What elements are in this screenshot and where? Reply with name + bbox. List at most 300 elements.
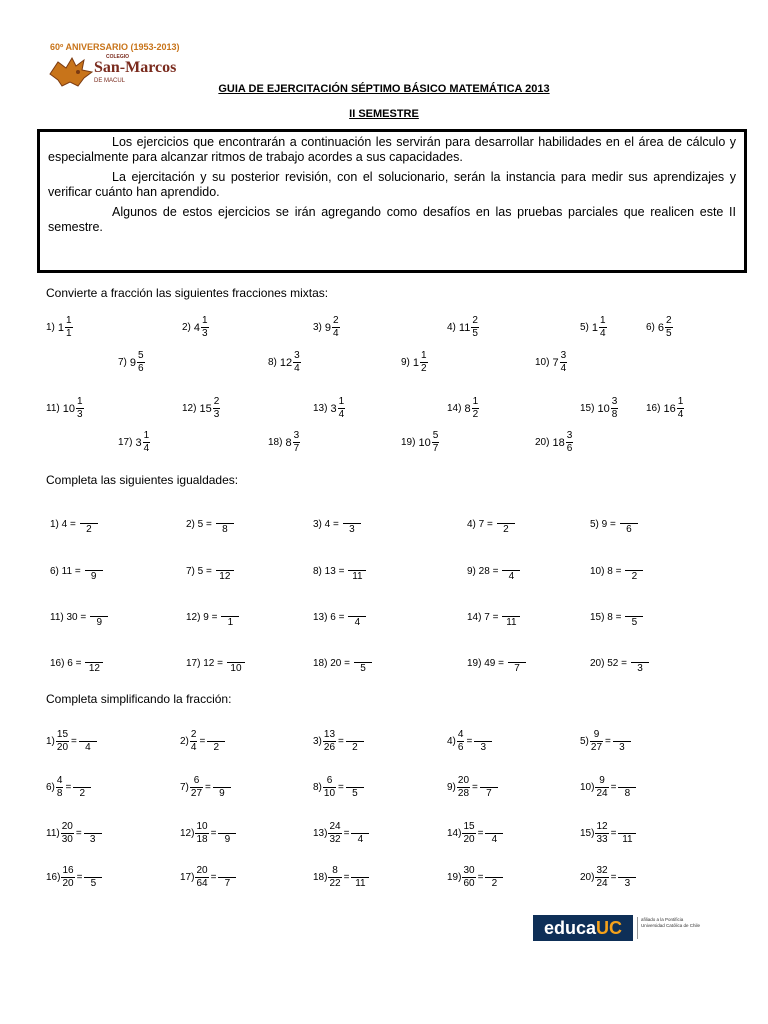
mixed-fraction-item bbox=[268, 431, 300, 454]
item-number: 14) bbox=[447, 403, 462, 414]
equals-sign: = bbox=[76, 872, 83, 883]
denominator: 26 bbox=[323, 742, 336, 753]
blank-fraction bbox=[84, 867, 102, 889]
numerator: 1 bbox=[421, 350, 427, 361]
item-number: 4) bbox=[447, 322, 456, 333]
denominator: 32 bbox=[329, 834, 341, 845]
blank-fraction bbox=[84, 823, 102, 845]
blank-fraction bbox=[613, 731, 631, 753]
numerator: 16 bbox=[62, 865, 74, 876]
blank-fraction bbox=[618, 823, 636, 845]
item-number: 7) bbox=[180, 782, 189, 793]
simplify-item bbox=[46, 866, 102, 889]
denominator: 5 bbox=[84, 877, 102, 889]
mixed-fraction-item bbox=[580, 397, 618, 420]
equality-label: 6) 11 = bbox=[50, 565, 81, 577]
item-number: 5) bbox=[580, 736, 589, 747]
blank-fraction bbox=[351, 823, 369, 845]
equality-item bbox=[590, 560, 643, 582]
denominator: 1 bbox=[221, 616, 239, 628]
blank-fraction bbox=[348, 606, 366, 628]
numerator: 9 bbox=[599, 775, 605, 786]
simplify-item bbox=[447, 866, 503, 889]
simplify-item bbox=[580, 866, 636, 889]
denominator: 5 bbox=[625, 616, 643, 628]
whole-part: 3 bbox=[330, 402, 337, 415]
fraction bbox=[213, 397, 221, 420]
simplify-item bbox=[580, 822, 636, 845]
denominator: 11 bbox=[351, 877, 369, 889]
equals-sign: = bbox=[75, 828, 82, 839]
simplify-item bbox=[46, 730, 97, 753]
denominator: 27 bbox=[590, 742, 603, 753]
denominator: 2 bbox=[421, 363, 427, 374]
numerator: 30 bbox=[463, 865, 475, 876]
equality-item bbox=[313, 560, 366, 582]
numerator: 20 bbox=[61, 821, 73, 832]
school-name: San-Marcos bbox=[94, 59, 177, 76]
equals-sign: = bbox=[610, 782, 617, 793]
simplify-item bbox=[180, 866, 236, 889]
equality-item bbox=[186, 513, 234, 535]
equals-sign: = bbox=[205, 782, 211, 793]
denominator: 9 bbox=[90, 616, 108, 628]
fraction bbox=[560, 351, 568, 374]
equality-item bbox=[50, 652, 103, 674]
equality-label: 16) 6 = bbox=[50, 657, 82, 669]
blank-fraction bbox=[480, 777, 498, 799]
numerator: 3 bbox=[294, 350, 300, 361]
denominator: 4 bbox=[294, 363, 300, 374]
item-number: 20) bbox=[535, 437, 550, 448]
school-place: DE MACUL bbox=[94, 78, 126, 84]
numerator: 2 bbox=[190, 729, 197, 740]
numerator: 24 bbox=[329, 821, 341, 832]
item-number: 18) bbox=[268, 437, 283, 448]
affiliation-text: afiliado a la Pontificia Universidad Católica de Chile bbox=[637, 917, 705, 939]
denominator: 3 bbox=[213, 409, 220, 420]
fraction bbox=[471, 316, 479, 339]
fraction bbox=[595, 822, 608, 845]
mixed-fraction-item bbox=[447, 316, 479, 339]
denominator: 3 bbox=[631, 662, 649, 674]
whole-part: 8 bbox=[464, 402, 471, 415]
fraction bbox=[323, 776, 336, 799]
numerator: 13 bbox=[323, 729, 336, 740]
denominator: 27 bbox=[190, 788, 203, 799]
equality-label: 14) 7 = bbox=[467, 611, 499, 623]
equals-sign: = bbox=[477, 872, 484, 883]
whole-part: 8 bbox=[285, 436, 292, 449]
blank-fraction bbox=[216, 560, 234, 582]
fraction bbox=[76, 397, 84, 420]
fraction bbox=[462, 822, 475, 845]
simplify-item bbox=[313, 822, 369, 845]
mixed-fraction-item bbox=[182, 397, 220, 420]
fraction bbox=[293, 431, 301, 454]
denominator: 5 bbox=[472, 328, 478, 339]
item-number: 18) bbox=[313, 872, 328, 883]
denominator: 20 bbox=[463, 834, 475, 845]
fraction bbox=[195, 866, 208, 889]
denominator: 33 bbox=[596, 834, 608, 845]
fraction bbox=[566, 431, 574, 454]
equality-label: 15) 8 = bbox=[590, 611, 622, 623]
fraction bbox=[595, 776, 608, 799]
denominator: 24 bbox=[596, 788, 608, 799]
denominator: 12 bbox=[216, 570, 234, 582]
equality-label: 13) 6 = bbox=[313, 611, 345, 623]
denominator: 28 bbox=[457, 788, 470, 799]
item-number: 2) bbox=[182, 322, 191, 333]
fraction bbox=[61, 866, 74, 889]
numerator: 5 bbox=[138, 350, 144, 361]
item-number: 6) bbox=[46, 782, 55, 793]
mixed-fraction-item bbox=[646, 316, 673, 339]
whole-part: 10 bbox=[418, 436, 431, 449]
whole-part: 18 bbox=[552, 436, 565, 449]
fraction bbox=[338, 397, 346, 420]
denominator: 3 bbox=[76, 409, 83, 420]
item-number: 4) bbox=[447, 736, 456, 747]
simplify-item bbox=[447, 776, 498, 799]
denominator: 2 bbox=[80, 523, 98, 535]
anniversary-text: 60º ANIVERSARIO (1953-2013) bbox=[50, 42, 180, 52]
blank-fraction bbox=[354, 652, 372, 674]
mixed-fraction-item bbox=[182, 316, 209, 339]
denominator: 4 bbox=[79, 741, 97, 753]
blank-fraction bbox=[502, 560, 520, 582]
mixed-fraction-item bbox=[535, 351, 567, 374]
mixed-fraction-item bbox=[46, 397, 84, 420]
simplify-item bbox=[580, 776, 636, 799]
fraction bbox=[665, 316, 673, 339]
denominator: 2 bbox=[472, 409, 479, 420]
mixed-fraction-item bbox=[447, 397, 479, 420]
mixed-fraction-item bbox=[401, 431, 439, 454]
denominator: 3 bbox=[202, 328, 208, 339]
blank-fraction bbox=[618, 777, 636, 799]
item-number: 12) bbox=[182, 403, 197, 414]
mixed-fraction-item bbox=[46, 316, 73, 339]
fraction bbox=[457, 776, 470, 799]
equality-label: 2) 5 = bbox=[186, 518, 212, 530]
equality-label: 4) 7 = bbox=[467, 518, 493, 530]
blank-fraction bbox=[485, 823, 503, 845]
item-number: 15) bbox=[580, 403, 595, 414]
document-title: GUIA DE EJERCITACIÓN SÉPTIMO BÁSICO MATEMÁTICA 2013 bbox=[218, 83, 550, 95]
blank-fraction bbox=[474, 731, 492, 753]
fraction bbox=[56, 776, 64, 799]
denominator: 60 bbox=[463, 878, 475, 889]
item-number: 17) bbox=[118, 437, 133, 448]
denominator: 3 bbox=[613, 741, 631, 753]
brand-mark bbox=[533, 915, 633, 941]
whole-part: 4 bbox=[193, 321, 201, 334]
numerator: 10 bbox=[196, 821, 208, 832]
denominator: 8 bbox=[56, 788, 63, 799]
equals-sign: = bbox=[210, 828, 217, 839]
equality-item bbox=[590, 606, 643, 628]
fraction bbox=[56, 730, 69, 753]
fraction bbox=[190, 776, 203, 799]
blank-fraction bbox=[508, 652, 526, 674]
denominator: 2 bbox=[497, 523, 515, 535]
mixed-fraction-item bbox=[580, 316, 607, 339]
blank-fraction bbox=[73, 777, 91, 799]
equals-sign: = bbox=[338, 782, 344, 793]
equality-label: 20) 52 = bbox=[590, 657, 627, 669]
whole-part: 10 bbox=[597, 402, 610, 415]
equals-sign: = bbox=[343, 828, 350, 839]
item-number: 13) bbox=[313, 828, 328, 839]
numerator: 15 bbox=[56, 729, 69, 740]
item-number: 3) bbox=[313, 736, 322, 747]
section-heading-equalities: Completa las siguientes igualdades: bbox=[46, 473, 239, 487]
denominator: 11 bbox=[502, 616, 520, 628]
fraction bbox=[432, 431, 440, 454]
denominator: 9 bbox=[218, 833, 236, 845]
denominator: 6 bbox=[138, 363, 144, 374]
blank-fraction bbox=[631, 652, 649, 674]
denominator: 4 bbox=[143, 443, 150, 454]
whole-part: 10 bbox=[62, 402, 75, 415]
denominator: 9 bbox=[85, 570, 103, 582]
mixed-fraction-item bbox=[268, 351, 301, 374]
item-number: 19) bbox=[447, 872, 462, 883]
numerator: 20 bbox=[196, 865, 208, 876]
denominator: 4 bbox=[600, 328, 606, 339]
fraction bbox=[61, 822, 74, 845]
denominator: 10 bbox=[227, 662, 245, 674]
blank-fraction bbox=[618, 867, 636, 889]
equality-item bbox=[467, 652, 526, 674]
denominator: 5 bbox=[666, 328, 672, 339]
equals-sign: = bbox=[466, 736, 473, 747]
denominator: 8 bbox=[611, 409, 618, 420]
item-number: 11) bbox=[46, 403, 60, 414]
denominator: 3 bbox=[84, 833, 102, 845]
equality-label: 9) 28 = bbox=[467, 565, 499, 577]
item-number: 2) bbox=[180, 736, 189, 747]
numerator: 4 bbox=[56, 775, 63, 786]
denominator: 20 bbox=[62, 878, 74, 889]
denominator: 20 bbox=[56, 742, 69, 753]
whole-part: 9 bbox=[129, 356, 137, 369]
blank-fraction bbox=[485, 867, 503, 889]
whole-part: 16 bbox=[663, 402, 676, 415]
equals-sign: = bbox=[605, 736, 611, 747]
numerator: 1 bbox=[143, 430, 150, 441]
equality-item bbox=[467, 560, 520, 582]
numerator: 32 bbox=[596, 865, 608, 876]
fraction bbox=[328, 822, 341, 845]
fraction bbox=[328, 866, 341, 889]
section-heading-mixed: Convierte a fracción las siguientes fracciones mixtas: bbox=[46, 286, 329, 300]
equality-item bbox=[590, 513, 638, 535]
numerator: 1 bbox=[472, 396, 479, 407]
blank-fraction bbox=[625, 560, 643, 582]
mixed-fraction-item bbox=[118, 351, 145, 374]
fraction bbox=[195, 822, 208, 845]
fraction bbox=[472, 397, 480, 420]
blank-fraction bbox=[221, 606, 239, 628]
blank-fraction bbox=[625, 606, 643, 628]
denominator: 4 bbox=[338, 409, 345, 420]
numerator: 1 bbox=[677, 396, 684, 407]
equality-item bbox=[467, 606, 520, 628]
item-number: 16) bbox=[646, 403, 661, 414]
fraction bbox=[462, 866, 475, 889]
denominator: 5 bbox=[354, 662, 372, 674]
equality-item bbox=[186, 560, 234, 582]
intro-paragraph: Los ejercicios que encontrarán a continuación les servirán para desarrollar habilidades en el área de cálculo y especialmente para alcanzar ritmos de trabajo acordes a sus capacidades. bbox=[48, 135, 736, 164]
blank-fraction bbox=[620, 513, 638, 535]
denominator: 4 bbox=[348, 616, 366, 628]
blank-fraction bbox=[218, 823, 236, 845]
equality-label: 19) 49 = bbox=[467, 657, 504, 669]
equality-item bbox=[50, 560, 103, 582]
equality-label: 1) 4 = bbox=[50, 518, 76, 530]
item-number: 15) bbox=[580, 828, 595, 839]
fraction bbox=[420, 351, 428, 374]
mixed-fraction-item bbox=[313, 397, 345, 420]
mixed-fraction-item bbox=[118, 431, 150, 454]
equality-item bbox=[50, 513, 98, 535]
numerator: 2 bbox=[213, 396, 220, 407]
whole-part: 1 bbox=[591, 321, 599, 334]
numerator: 1 bbox=[600, 315, 606, 326]
numerator: 9 bbox=[593, 729, 600, 740]
item-number: 9) bbox=[401, 357, 410, 368]
equality-item bbox=[313, 606, 366, 628]
section-heading-simplify: Completa simplificando la fracción: bbox=[46, 692, 232, 706]
item-number: 8) bbox=[268, 357, 277, 368]
equals-sign: = bbox=[610, 872, 617, 883]
fraction bbox=[65, 316, 73, 339]
equals-sign: = bbox=[338, 736, 344, 747]
blank-fraction bbox=[213, 777, 231, 799]
equality-item bbox=[467, 513, 515, 535]
numerator: 1 bbox=[202, 315, 208, 326]
equality-label: 17) 12 = bbox=[186, 657, 223, 669]
whole-part: 12 bbox=[279, 356, 293, 369]
blank-fraction bbox=[79, 731, 97, 753]
whole-part: 3 bbox=[135, 436, 142, 449]
denominator: 7 bbox=[293, 443, 300, 454]
equality-item bbox=[313, 652, 372, 674]
blank-fraction bbox=[227, 652, 245, 674]
blank-fraction bbox=[85, 560, 103, 582]
intro-box bbox=[37, 129, 747, 273]
numerator: 5 bbox=[432, 430, 439, 441]
whole-part: 7 bbox=[552, 356, 559, 369]
educauc-logo bbox=[533, 915, 705, 941]
numerator: 12 bbox=[596, 821, 608, 832]
mixed-fraction-item bbox=[313, 316, 340, 339]
denominator: 6 bbox=[566, 443, 573, 454]
mixed-fraction-item bbox=[646, 397, 684, 420]
item-number: 11) bbox=[46, 828, 60, 839]
item-number: 13) bbox=[313, 403, 328, 414]
equality-label: 18) 20 = bbox=[313, 657, 350, 669]
blank-fraction bbox=[80, 513, 98, 535]
blank-fraction bbox=[207, 731, 225, 753]
blank-fraction bbox=[497, 513, 515, 535]
numerator: 2 bbox=[666, 315, 672, 326]
blank-fraction bbox=[343, 513, 361, 535]
item-number: 19) bbox=[401, 437, 416, 448]
denominator: 7 bbox=[432, 443, 439, 454]
whole-part: 1 bbox=[412, 356, 420, 369]
denominator: 5 bbox=[346, 787, 364, 799]
denominator: 8 bbox=[216, 523, 234, 535]
simplify-item bbox=[46, 822, 102, 845]
fraction bbox=[201, 316, 209, 339]
equals-sign: = bbox=[477, 828, 484, 839]
blank-fraction bbox=[348, 560, 366, 582]
whole-part: 6 bbox=[657, 321, 665, 334]
equality-label: 7) 5 = bbox=[186, 565, 212, 577]
brand-accent: UC bbox=[596, 918, 623, 938]
equals-sign: = bbox=[472, 782, 478, 793]
equality-label: 10) 8 = bbox=[590, 565, 622, 577]
denominator: 3 bbox=[474, 741, 492, 753]
numerator: 8 bbox=[332, 865, 338, 876]
equality-label: 8) 13 = bbox=[313, 565, 345, 577]
denominator: 4 bbox=[485, 833, 503, 845]
denominator: 3 bbox=[618, 877, 636, 889]
denominator: 7 bbox=[508, 662, 526, 674]
fraction bbox=[599, 316, 607, 339]
whole-part: 1 bbox=[57, 321, 65, 334]
item-number: 16) bbox=[46, 872, 61, 883]
numerator: 1 bbox=[338, 396, 345, 407]
blank-fraction bbox=[85, 652, 103, 674]
denominator: 24 bbox=[596, 878, 608, 889]
denominator: 4 bbox=[333, 328, 339, 339]
numerator: 20 bbox=[457, 775, 470, 786]
intro-paragraph: Algunos de estos ejercicios se irán agregando como desafíos en las pruebas parciales que realicen este II semestre. bbox=[48, 205, 736, 234]
mixed-fraction-item bbox=[535, 431, 573, 454]
equality-item bbox=[50, 606, 108, 628]
fraction bbox=[677, 397, 685, 420]
item-number: 10) bbox=[535, 357, 550, 368]
denominator: 2 bbox=[207, 741, 225, 753]
denominator: 2 bbox=[73, 787, 91, 799]
fraction bbox=[190, 730, 198, 753]
equals-sign: = bbox=[343, 872, 350, 883]
denominator: 3 bbox=[343, 523, 361, 535]
simplify-item bbox=[180, 730, 225, 753]
simplify-item bbox=[313, 776, 364, 799]
denominator: 6 bbox=[620, 523, 638, 535]
equals-sign: = bbox=[610, 828, 617, 839]
blank-fraction bbox=[216, 513, 234, 535]
brand-text: educa bbox=[543, 918, 597, 938]
whole-part: 15 bbox=[199, 402, 212, 415]
denominator: 2 bbox=[346, 741, 364, 753]
school-type: COLEGIO bbox=[106, 54, 130, 60]
fraction bbox=[323, 730, 336, 753]
simplify-item bbox=[180, 776, 231, 799]
blank-fraction bbox=[346, 777, 364, 799]
numerator: 3 bbox=[560, 350, 567, 361]
item-number: 9) bbox=[447, 782, 456, 793]
fraction bbox=[293, 351, 301, 374]
whole-part: 9 bbox=[324, 321, 332, 334]
denominator: 4 bbox=[677, 409, 684, 420]
